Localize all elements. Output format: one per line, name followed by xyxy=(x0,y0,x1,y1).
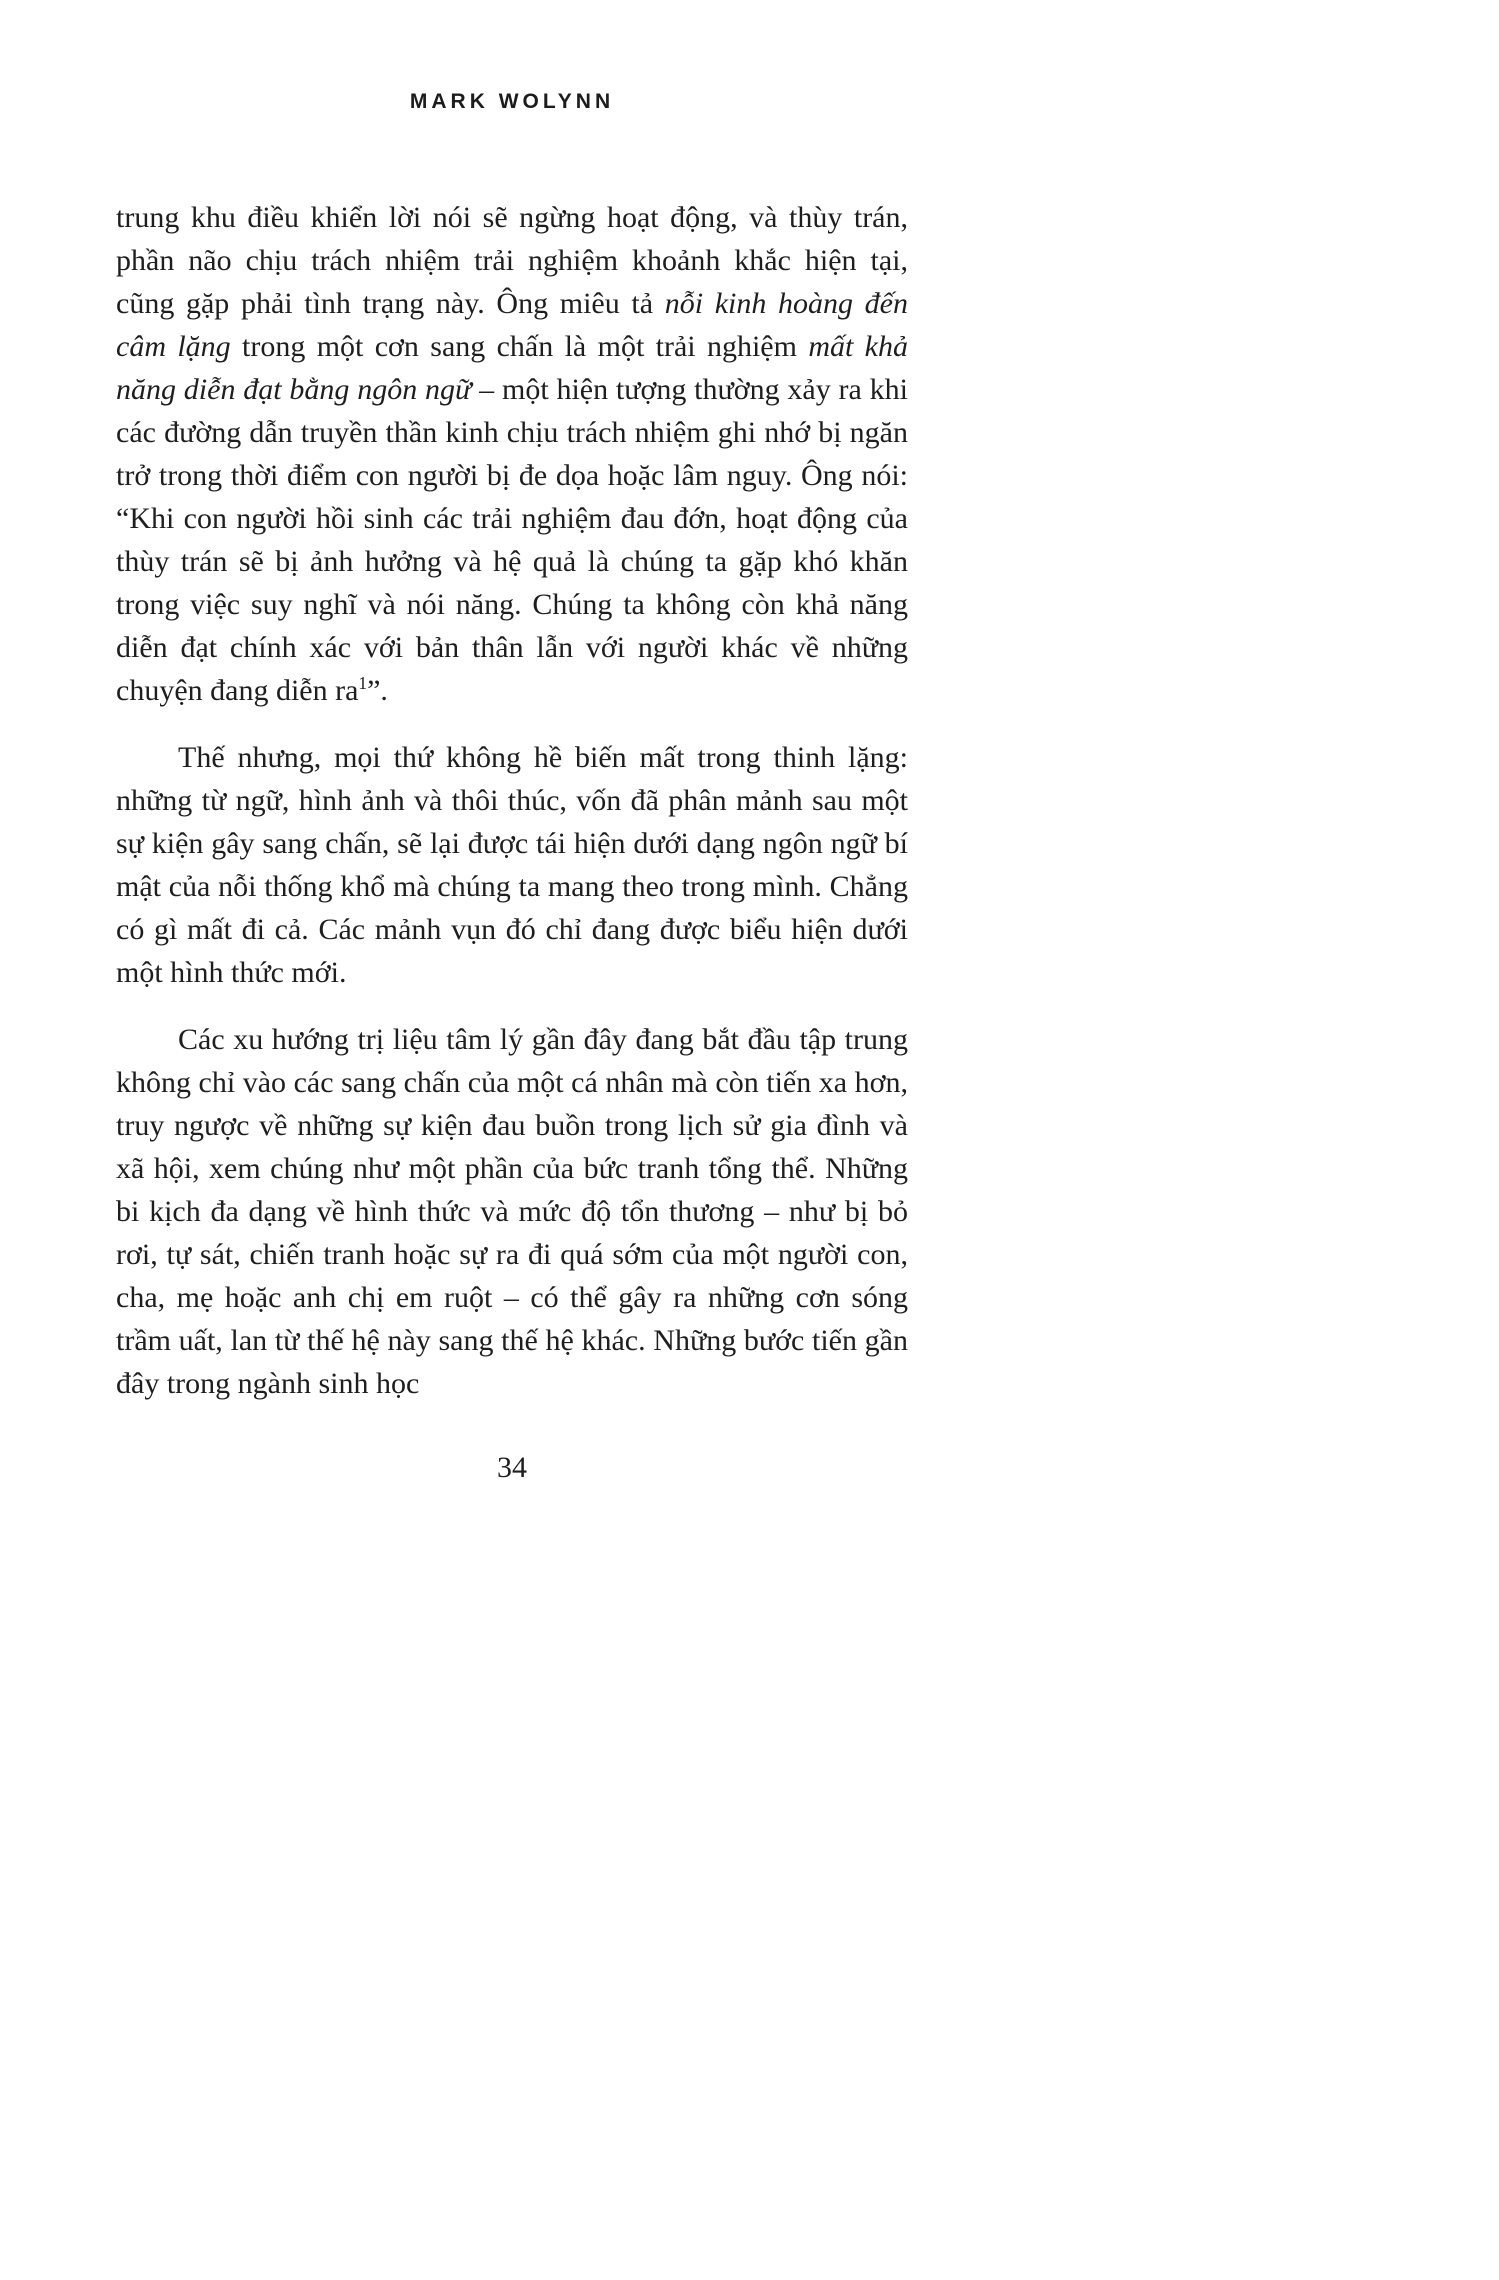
page-number: 34 xyxy=(497,1451,527,1484)
footnote-reference: 1 xyxy=(358,673,368,693)
page-body xyxy=(116,196,908,1405)
paragraph xyxy=(116,1018,908,1405)
text-run: ”. xyxy=(367,674,388,707)
italic-text-run: mất khả năng diễn đạt bằng ngôn ngữ xyxy=(116,330,908,406)
page-footer xyxy=(116,1451,908,1485)
text-run: Các xu hướng trị liệu tâm lý gần đây đang bắt đầu tập trung không chỉ vào các sang chấn của một cá nhân mà còn tiến xa hơn, truy ngược về những sự kiện đau buồn trong lịch sử gia đình và xã hội, xem chúng như một phần của bức tranh tổng thể. Những bi kịch đa dạng về hình thức và mức độ tổn thương – như bị bỏ rơi, tự sát, chiến tranh hoặc sự ra đi quá sớm của một người con, cha, mẹ hoặc anh chị em ruột – có thể gây ra những cơn sóng trầm uất, lan từ thế hệ này sang thế hệ khác. Những bước tiến gần đây trong ngành sinh học xyxy=(116,1023,908,1400)
author-name: MARK WOLYNN xyxy=(409,90,615,113)
text-column xyxy=(116,0,908,1485)
text-run: trong một cơn sang chấn là một trải nghiệm xyxy=(230,330,809,363)
text-run: – một hiện tượng thường xảy ra khi các đường dẫn truyền thần kinh chịu trách nhiệm ghi nhớ bị ngăn trở trong thời điểm con người bị đe dọa hoặc lâm nguy. Ông nói: “Khi con người hồi sinh các trải nghiệm đau đớn, hoạt động của thùy trán sẽ bị ảnh hưởng và hệ quả là chúng ta gặp khó khăn trong việc suy nghĩ và nói năng. Chúng ta không còn khả năng diễn đạt chính xác với bản thân lẫn với người khác về những chuyện đang diễn ra xyxy=(116,373,908,707)
running-header xyxy=(116,90,908,114)
paragraph-continuation xyxy=(116,196,908,712)
italic-text-run: nỗi kinh hoàng đến câm lặng xyxy=(116,287,908,363)
text-run: Thế nhưng, mọi thứ không hề biến mất trong thinh lặng: những từ ngữ, hình ảnh và thôi thúc, vốn đã phân mảnh sau một sự kiện gây sang chấn, sẽ lại được tái hiện dưới dạng ngôn ngữ bí mật của nỗi thống khổ mà chúng ta mang theo trong mình. Chẳng có gì mất đi cả. Các mảnh vụn đó chỉ đang được biểu hiện dưới một hình thức mới. xyxy=(116,741,908,989)
text-run: trung khu điều khiển lời nói sẽ ngừng hoạt động, và thùy trán, phần não chịu trách nhiệm trải nghiệm khoảnh khắc hiện tại, cũng gặp phải tình trạng này. Ông miêu tả xyxy=(116,201,908,320)
paragraph xyxy=(116,736,908,994)
